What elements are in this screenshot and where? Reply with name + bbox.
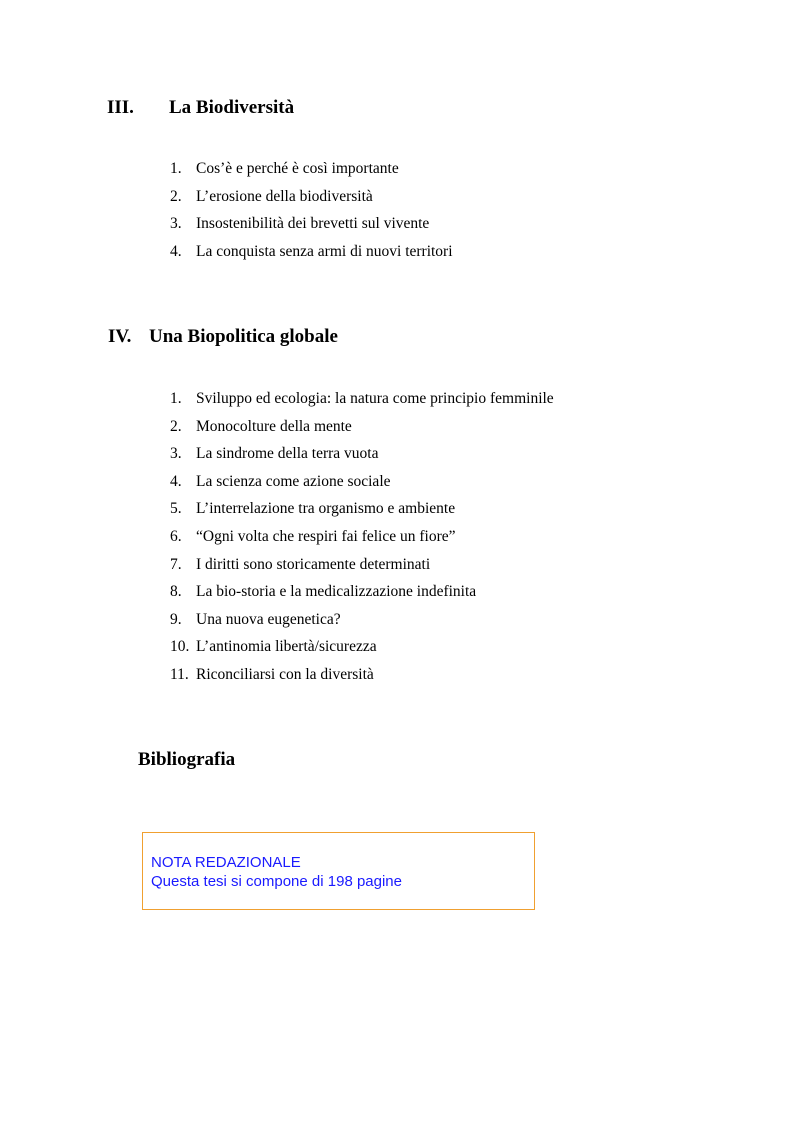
item-text: L’interrelazione tra organismo e ambiente	[196, 500, 456, 518]
item-text: I diritti sono storicamente determinati	[196, 555, 431, 573]
item-text: Cos’è e perché è così importante	[196, 160, 399, 177]
item-number: 8.	[170, 583, 182, 601]
list-item	[170, 413, 554, 441]
list-item	[170, 440, 554, 468]
section-numeral: IV.	[108, 326, 132, 347]
item-text: Insostenibilità dei brevetti sul vivente	[196, 215, 430, 233]
item-text: La scienza come azione sociale	[196, 472, 391, 490]
item-text: Riconciliarsi con la diversità	[196, 665, 374, 683]
section-heading-iv	[108, 326, 338, 348]
item-number: 10.	[170, 638, 190, 656]
section-iv-list	[170, 385, 554, 689]
section-numeral: III.	[107, 97, 134, 118]
item-text: La conquista senza armi di nuovi territori	[196, 242, 453, 260]
item-text: L’antinomia libertà/sicurezza	[196, 638, 377, 656]
item-number: 5.	[170, 500, 182, 518]
section-title: La Biodiversità	[169, 97, 295, 118]
item-number: 3.	[170, 215, 182, 233]
item-number: 6.	[170, 527, 182, 545]
item-number: 4.	[170, 472, 182, 490]
item-number: 3.	[170, 445, 182, 463]
list-item	[170, 385, 554, 413]
item-text: Monocolture della mente	[196, 417, 352, 435]
bibliography-heading: Bibliografia	[138, 749, 236, 770]
item-number: 7.	[170, 555, 182, 573]
list-item	[170, 238, 453, 266]
item-number: 4.	[170, 242, 182, 260]
section-heading-iii	[107, 97, 294, 119]
item-text: “Ogni volta che respiri fai felice un fiore”	[196, 527, 456, 545]
item-text: L’erosione della biodiversità	[196, 187, 373, 205]
note-title: NOTA REDAZIONALE	[151, 854, 301, 871]
section-title: Una Biopolitica globale	[149, 326, 338, 347]
section-iii-list	[170, 155, 453, 265]
item-number: 11.	[170, 665, 189, 683]
item-number: 1.	[170, 390, 182, 407]
item-number: 2.	[170, 187, 182, 205]
item-text: Sviluppo ed ecologia: la natura come principio femminile	[196, 390, 554, 407]
note-text: Questa tesi si compone di 198 pagine	[151, 873, 402, 890]
item-text: La sindrome della terra vuota	[196, 445, 379, 463]
editorial-note-box	[142, 832, 535, 910]
list-item	[170, 633, 554, 661]
list-item	[170, 661, 554, 689]
item-number: 1.	[170, 160, 182, 177]
item-number: 2.	[170, 417, 182, 435]
list-item	[170, 606, 554, 634]
item-text: La bio-storia e la medicalizzazione indefinita	[196, 583, 477, 601]
list-item	[170, 523, 554, 551]
list-item	[170, 210, 453, 238]
list-item	[170, 551, 554, 579]
list-item	[170, 183, 453, 211]
item-number: 9.	[170, 610, 182, 628]
list-item	[170, 155, 453, 183]
list-item	[170, 495, 554, 523]
list-item	[170, 578, 554, 606]
list-item	[170, 468, 554, 496]
item-text: Una nuova eugenetica?	[196, 610, 341, 628]
